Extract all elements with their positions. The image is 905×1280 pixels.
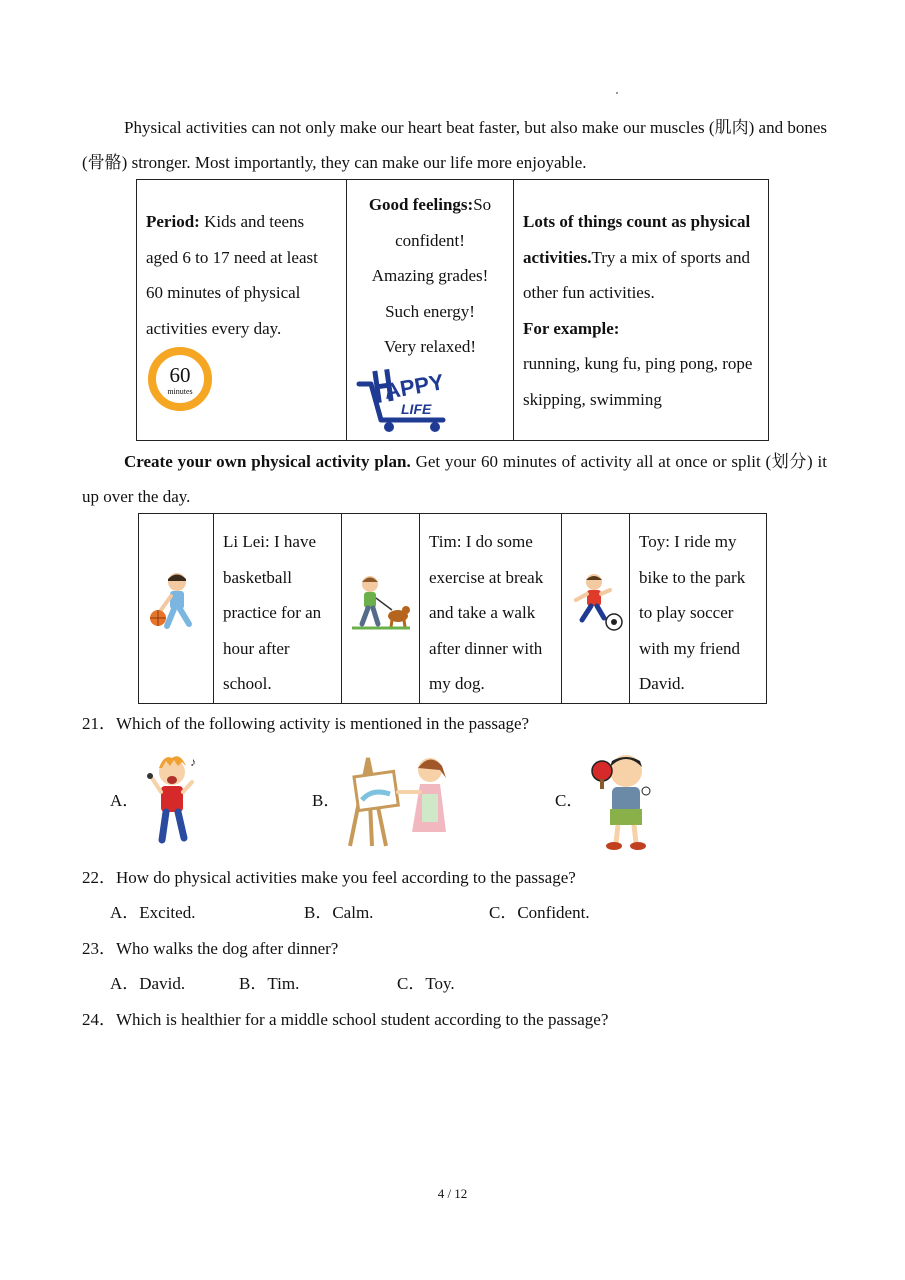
svg-text:APPY: APPY [382, 369, 446, 405]
li-lei-plan: Li Lei: I have basketball practice for an hour after school. [214, 514, 342, 703]
question-23: 23．Who walks the dog after dinner? [82, 939, 339, 958]
soccer-kid-icon [562, 514, 630, 703]
sixty-minutes-icon [147, 346, 213, 412]
question-22: 22．How do physical activities make you feel according to the passage? [82, 868, 576, 887]
svg-text:LIFE: LIFE [401, 401, 432, 417]
activities-label: Lots of things count as physical activities. [523, 212, 751, 267]
tim-plan: Tim: I do some exercise at break and take a walk after dinner with my dog. [420, 514, 562, 703]
basketball-kid-icon [139, 514, 214, 703]
plan-text: Get your 60 minutes of activity all at once or split (划分) it up over the day. [82, 452, 828, 506]
feelings-first: So confident! [395, 195, 492, 250]
example-label: For example: [523, 318, 620, 338]
activities-text: Try a mix of sports and other fun activities. [523, 247, 750, 302]
activities-cell [514, 180, 768, 440]
speck [616, 92, 618, 94]
ping-pong-boy-icon [586, 749, 662, 856]
intro-paragraph: Physical activities can not only make our heart beat faster, but also make our muscles (肌肉) and bones (骨骼) stronger. Most importantly, they can make our life more enjoyable. [82, 118, 827, 172]
ring-number: 60 [169, 363, 191, 387]
q21-option-a: A． [110, 791, 140, 810]
singing-boy-icon [142, 752, 206, 853]
q22-option-a: A．Excited. [110, 903, 196, 922]
example-text: running, kung fu, ping pong, rope skipping, swimming [523, 354, 753, 409]
period-label: Period: [146, 212, 200, 231]
q22-option-b: B．Calm. [304, 903, 374, 922]
feelings-line-1: Amazing grades! [371, 266, 489, 285]
svg-text:♪: ♪ [190, 755, 196, 769]
feelings-line-3: Very relaxed! [383, 337, 477, 356]
page-number: 4 / 12 [437, 1186, 468, 1201]
ring-unit: minutes [167, 387, 193, 396]
q23-option-a: A．David. [110, 974, 186, 993]
info-table [136, 179, 769, 441]
question-24: 24．Which is healthier for a middle school student according to the passage? [82, 1010, 609, 1029]
feelings-label: Good feelings: [368, 195, 474, 214]
q22-option-c: C．Confident. [489, 903, 590, 922]
q21-option-b: B． [312, 791, 341, 810]
dog-walk-kid-icon [342, 514, 420, 703]
painting-girl-icon [342, 752, 460, 853]
happy-life-logo-icon [355, 362, 467, 434]
q23-option-b: B．Tim. [239, 974, 300, 993]
plan-heading: Create your own physical activity plan. [124, 452, 411, 471]
period-text: Kids and teens aged 6 to 17 need at least 60 minutes of physical activities every day. [146, 212, 318, 338]
plan-paragraph [82, 444, 827, 514]
toy-plan: Toy: I ride my bike to the park to play soccer with my friend David. [639, 532, 746, 693]
feelings-cell [347, 180, 514, 440]
q21-option-c: C． [555, 791, 584, 810]
period-cell [137, 180, 347, 440]
q23-option-c: C．Toy. [397, 974, 455, 993]
plan-table [138, 513, 767, 704]
question-21: 21．Which of the following activity is mentioned in the passage? [82, 714, 530, 733]
feelings-line-2: Such energy! [385, 301, 475, 321]
